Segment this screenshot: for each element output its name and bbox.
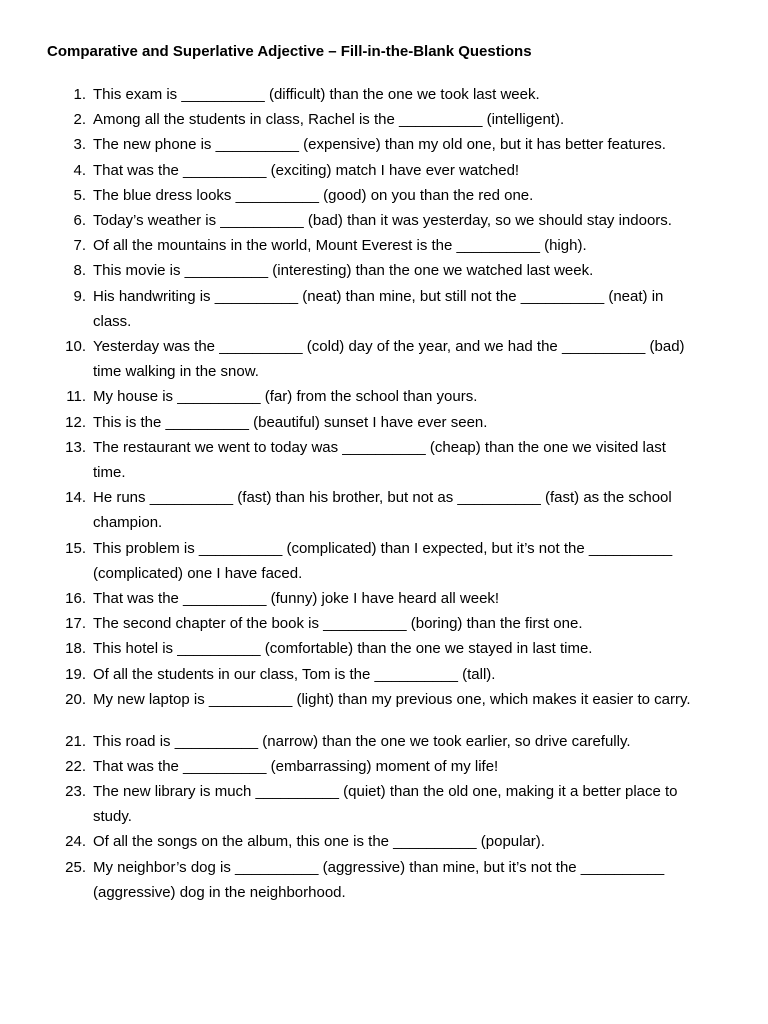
question-item [0, 208, 768, 233]
question-text-line: My house is __________ (far) from the school than yours. [93, 388, 478, 406]
question-item [0, 662, 768, 687]
question-number: 18. [65, 640, 86, 658]
worksheet-title: Comparative and Superlative Adjective – Fill-in-the-Blank Questions [47, 43, 532, 60]
question-text-line: class. [93, 312, 132, 330]
question-text-line: That was the __________ (embarrassing) moment of my life! [93, 757, 499, 775]
question-number: 11. [66, 388, 86, 406]
question-number: 24. [65, 833, 86, 851]
question-text-line: time walking in the snow. [93, 363, 259, 381]
question-text-line: Of all the mountains in the world, Mount Everest is the __________ (high). [93, 237, 587, 255]
question-text-line: That was the __________ (funny) joke I have heard all week! [93, 590, 500, 608]
question-item [0, 334, 768, 384]
question-number: 21. [65, 732, 86, 750]
question-text-line: He runs __________ (fast) than his brother, but not as __________ (fast) as the school [93, 489, 672, 507]
question-number: 13. [65, 438, 86, 456]
question-text-line: Among all the students in class, Rachel is the __________ (intelligent). [93, 111, 565, 129]
question-text-line: Of all the students in our class, Tom is the __________ (tall). [93, 665, 496, 683]
question-item [0, 611, 768, 636]
question-item [0, 158, 768, 183]
question-text-line: This movie is __________ (interesting) than the one we watched last week. [93, 262, 594, 280]
question-text-line: Of all the songs on the album, this one is the __________ (popular). [93, 833, 545, 851]
question-number: 14. [65, 489, 86, 507]
question-text-line: This road is __________ (narrow) than the one we took earlier, so drive carefully. [93, 732, 631, 750]
question-text-line: My neighbor’s dog is __________ (aggressive) than mine, but it’s not the __________ [93, 858, 665, 876]
question-item [0, 284, 768, 334]
question-text-line: That was the __________ (exciting) match I have ever watched! [93, 161, 520, 179]
question-item [0, 107, 768, 132]
question-number: 2. [73, 111, 86, 129]
question-number: 9. [73, 287, 86, 305]
question-item [0, 183, 768, 208]
question-text-line: This is the __________ (beautiful) sunset I have ever seen. [93, 413, 488, 431]
question-text-line: (aggressive) dog in the neighborhood. [93, 883, 346, 901]
question-number: 6. [73, 212, 86, 230]
question-text-line: (complicated) one I have faced. [93, 564, 303, 582]
question-number: 22. [65, 757, 86, 775]
question-text-line: This problem is __________ (complicated) than I expected, but it’s not the __________ [93, 539, 673, 557]
question-item [0, 586, 768, 611]
question-text-line: My new laptop is __________ (light) than my previous one, which makes it easier to carry. [93, 690, 691, 708]
question-item [0, 384, 768, 409]
question-text-line: The blue dress looks __________ (good) on you than the red one. [93, 186, 534, 204]
question-item [0, 754, 768, 779]
question-number: 4. [73, 161, 86, 179]
question-text-line: The restaurant we went to today was __________ (cheap) than the one we visited last [93, 438, 666, 456]
question-list [0, 82, 768, 905]
question-item [0, 132, 768, 157]
question-number: 15. [65, 539, 86, 557]
question-text-line: The new phone is __________ (expensive) than my old one, but it has better features. [93, 136, 666, 154]
question-text-line: time. [93, 464, 126, 482]
question-number: 25. [65, 858, 86, 876]
question-number: 10. [65, 338, 86, 356]
question-number: 8. [73, 262, 86, 280]
question-item [0, 258, 768, 283]
question-text-line: Yesterday was the __________ (cold) day of the year, and we had the __________ (bad) [93, 338, 685, 356]
question-number: 23. [65, 783, 86, 801]
question-number: 20. [65, 690, 86, 708]
question-text-line: study. [93, 808, 132, 826]
question-item [0, 435, 768, 485]
question-number: 7. [73, 237, 86, 255]
question-number: 12. [65, 413, 86, 431]
question-text-line: champion. [93, 514, 163, 532]
question-item [0, 636, 768, 661]
question-item [0, 485, 768, 535]
question-text-line: This exam is __________ (difficult) than the one we took last week. [93, 86, 540, 103]
question-number: 17. [65, 615, 86, 633]
question-item [0, 410, 768, 435]
question-item [0, 829, 768, 854]
question-number: 19. [65, 665, 86, 683]
question-text-line: His handwriting is __________ (neat) than mine, but still not the __________ (neat) in [93, 287, 664, 305]
question-item [0, 233, 768, 258]
question-item [0, 82, 768, 107]
question-item [0, 779, 768, 829]
question-text-line: The second chapter of the book is __________ (boring) than the first one. [93, 615, 583, 633]
question-item [0, 729, 768, 754]
question-item [0, 536, 768, 586]
question-text-line: Today’s weather is __________ (bad) than it was yesterday, so we should stay indoors. [93, 212, 672, 230]
question-number: 1. [73, 86, 86, 103]
question-number: 16. [65, 590, 86, 608]
question-text-line: The new library is much __________ (quiet) than the old one, making it a better place to [93, 783, 678, 801]
question-item [0, 687, 768, 712]
question-number: 5. [73, 186, 86, 204]
question-item [0, 855, 768, 905]
question-text-line: This hotel is __________ (comfortable) than the one we stayed in last time. [93, 640, 593, 658]
question-number: 3. [73, 136, 86, 154]
